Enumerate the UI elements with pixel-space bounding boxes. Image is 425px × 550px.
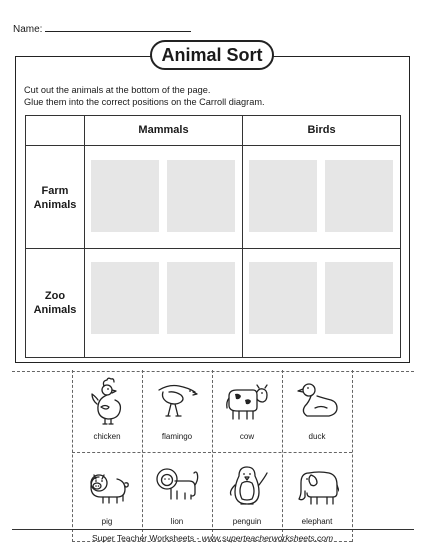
animal-label: flamingo — [161, 432, 193, 441]
animal-label: cow — [239, 432, 255, 441]
animal-label: duck — [308, 432, 326, 441]
column-header-birds: Birds — [307, 124, 336, 136]
glue-slot[interactable] — [325, 262, 393, 334]
animal-label: penguin — [232, 517, 262, 526]
glue-slot[interactable] — [325, 160, 393, 232]
flamingo-icon — [155, 376, 199, 428]
row-header-line: Zoo — [44, 290, 66, 302]
pig-icon — [85, 461, 129, 513]
page-title: Animal Sort — [150, 40, 274, 70]
animal-card-pig[interactable] — [72, 457, 142, 535]
name-label: Name: — [13, 24, 43, 35]
cow-icon — [225, 376, 269, 428]
cut-line — [72, 452, 352, 453]
grid-line — [242, 116, 243, 357]
instruction-line: Glue them into the correct positions on the Carroll diagram. — [24, 97, 265, 107]
row-header-line: Animals — [33, 199, 77, 211]
name-field[interactable] — [13, 22, 191, 35]
animal-label: pig — [101, 517, 113, 526]
animal-card-flamingo[interactable] — [142, 372, 212, 450]
animal-label: lion — [170, 517, 184, 526]
animal-card-cow[interactable] — [212, 372, 282, 450]
penguin-icon — [225, 461, 269, 513]
carroll-diagram — [25, 115, 401, 358]
footer-separator: - — [194, 533, 202, 543]
animal-label: elephant — [301, 517, 333, 526]
chicken-icon — [85, 376, 129, 428]
name-line[interactable] — [45, 22, 191, 32]
animal-card-penguin[interactable] — [212, 457, 282, 535]
animal-label: chicken — [93, 432, 121, 441]
glue-slot[interactable] — [91, 160, 159, 232]
column-header-mammals: Mammals — [138, 124, 189, 136]
animal-card-chicken[interactable] — [72, 372, 142, 450]
grid-line — [84, 116, 85, 357]
glue-slot[interactable] — [167, 160, 235, 232]
glue-slot[interactable] — [249, 160, 317, 232]
footer-url[interactable]: www.superteacherworksheets.com — [201, 533, 334, 543]
instruction-line: Cut out the animals at the bottom of the page. — [24, 85, 211, 95]
row-header-line: Farm — [41, 185, 69, 197]
grid-line — [26, 145, 400, 146]
glue-slot[interactable] — [167, 262, 235, 334]
lion-icon — [155, 461, 199, 513]
animal-card-lion[interactable] — [142, 457, 212, 535]
cut-line — [352, 370, 353, 542]
row-header-zoo — [26, 289, 84, 317]
glue-slot[interactable] — [249, 262, 317, 334]
row-header-farm — [26, 184, 84, 212]
glue-slot[interactable] — [91, 262, 159, 334]
footer-brand: Super Teacher Worksheets — [91, 533, 195, 543]
footer-divider — [12, 529, 414, 530]
elephant-icon — [295, 461, 339, 513]
animal-card-elephant[interactable] — [282, 457, 352, 535]
footer — [0, 533, 425, 543]
animal-card-duck[interactable] — [282, 372, 352, 450]
grid-line — [26, 248, 400, 249]
cutout-cards — [72, 370, 352, 542]
duck-icon — [295, 376, 339, 428]
instructions — [24, 84, 265, 108]
row-header-line: Animals — [33, 304, 77, 316]
